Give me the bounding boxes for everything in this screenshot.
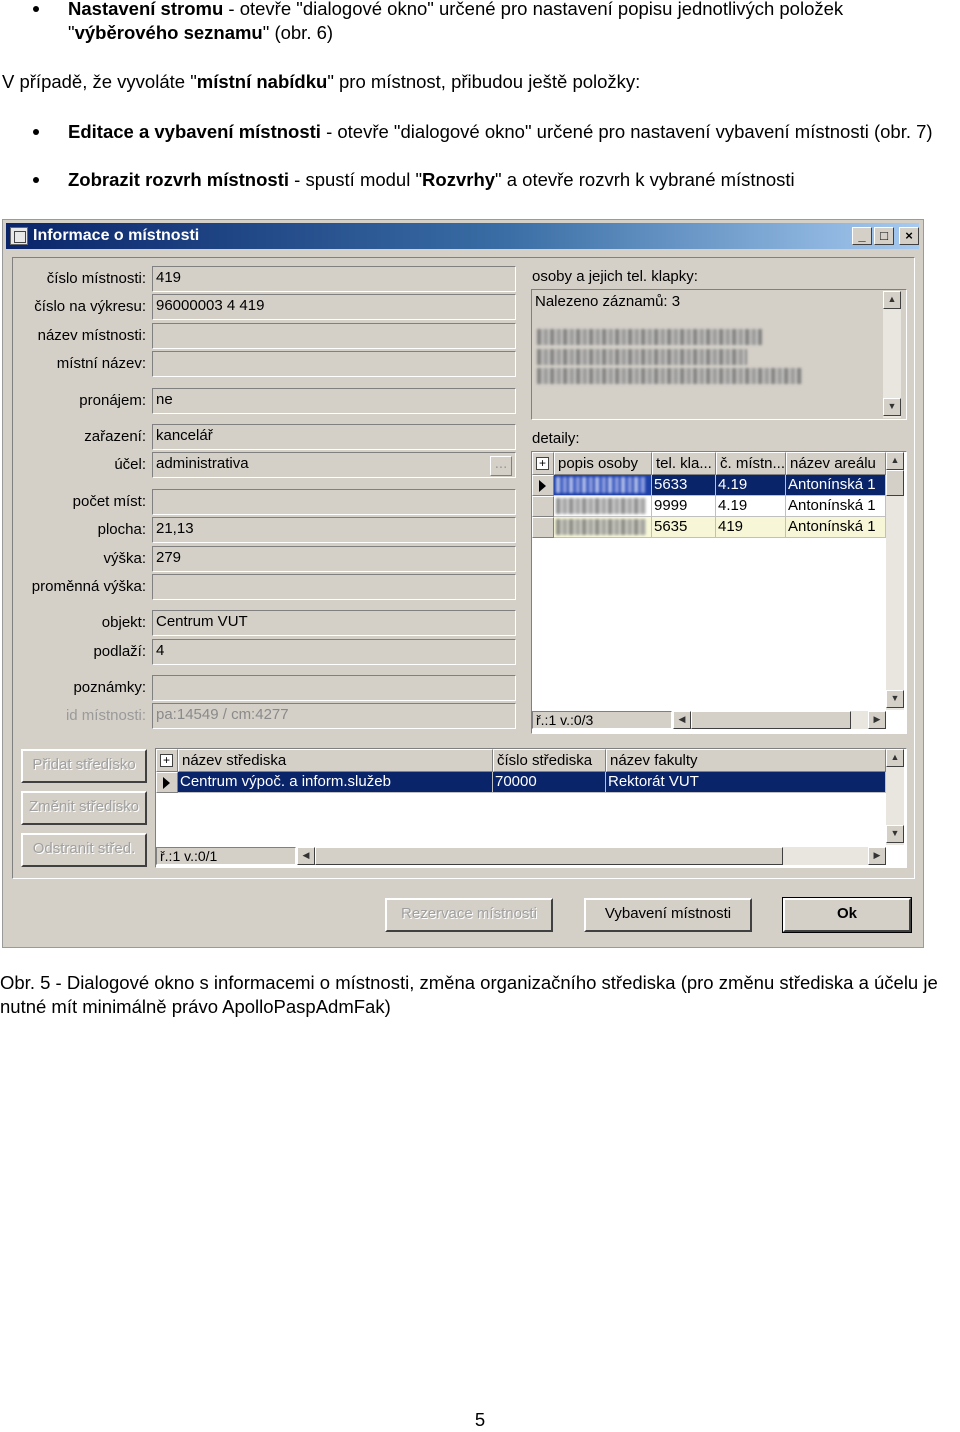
row-selector[interactable] [532,496,554,517]
blurred-person-name [556,519,646,535]
bullet-dot [33,6,39,12]
row-selector[interactable] [532,517,554,538]
table-cell-center-name[interactable]: Centrum výpoč. a inform.služeb [178,772,493,793]
minimize-button[interactable]: _ [852,227,872,245]
bullet2-bold: Editace a vybavení místnosti [68,121,321,142]
table-cell-room[interactable]: 4.19 [716,496,786,517]
blurred-person-entry [537,349,747,365]
details-header-expander[interactable] [532,452,554,475]
table-cell-phone[interactable]: 9999 [652,496,716,517]
scroll-right-arrow-icon[interactable]: ▶ [868,711,886,729]
centers-header-expander[interactable] [156,749,178,772]
bullet-dot [33,177,39,183]
field-label-local-name: místní název: [56,355,146,372]
table-cell-area[interactable]: Antonínská 1 [786,517,886,538]
table-cell-phone[interactable]: 5633 [652,475,716,496]
page-number: 5 [474,1409,486,1430]
table-cell-center-number[interactable]: 70000 [493,772,606,793]
maximize-button[interactable]: □ [874,227,894,245]
field-label-rental: pronájem: [79,392,146,409]
para-bold: místní nabídku [196,71,328,92]
blurred-person-name [556,477,646,493]
row-selector[interactable] [156,772,178,793]
table-cell-room[interactable]: 4.19 [716,475,786,496]
column-header-phone[interactable]: tel. kla... [652,452,716,475]
table-cell-faculty[interactable]: Rektorát VUT [606,772,886,793]
current-row-arrow-icon [163,777,170,789]
field-label-classification: zařazení: [84,428,146,445]
paragraph-context-menu [2,70,640,94]
field-label-room-number: číslo místnosti: [46,270,146,287]
scroll-up-arrow-icon[interactable]: ▲ [883,291,901,309]
bullet2-text: - otevře "dialogové okno" určené pro nastavení vybavení místnosti (obr. 7) [320,121,933,142]
scroll-up-arrow-icon[interactable]: ▲ [886,749,904,767]
scroll-thumb[interactable] [315,847,783,865]
column-header-center-number[interactable]: číslo střediska [493,749,606,772]
figure-caption: Obr. 5 - Dialogové okno s informacemi o místnosti, změna organizačního střediska (pro změnu střediska a účelu je nutné mít minimálně právo ApolloPaspAdmFak) [0,972,938,1017]
persons-panel [531,289,907,420]
scroll-down-arrow-icon[interactable]: ▼ [886,690,904,708]
bullet3-end: " a otevře rozvrh k vybrané místnosti [495,169,795,190]
scroll-right-arrow-icon[interactable]: ▶ [868,847,886,865]
building-field[interactable]: Centrum VUT [152,610,516,636]
persons-scrollbar[interactable] [883,291,901,418]
room-name-field[interactable] [152,323,516,349]
room-reservation-button[interactable]: Rezervace místnosti [385,898,553,932]
scroll-thumb[interactable] [886,470,904,496]
column-header-area[interactable]: název areálu [786,452,886,475]
table-cell-person[interactable] [554,475,652,496]
bullet1-bold2: výběrového seznamu [74,22,263,43]
table-cell-room[interactable]: 419 [716,517,786,538]
column-header-center-name[interactable]: název střediska [178,749,493,772]
dialog-titlebar[interactable] [6,223,919,249]
centers-status: ř.:1 v.:0/1 [156,847,296,865]
area-field[interactable]: 21,13 [152,517,516,543]
records-found-text: Nalezeno záznamů: 3 [535,293,681,310]
bullet1-text: - otevře "dialogové okno" určené pro nastavení popisu jednotlivých položek [223,0,844,19]
rental-field[interactable]: ne [152,388,516,414]
local-name-field[interactable] [152,351,516,377]
centers-vertical-scrollbar[interactable] [886,749,904,845]
bullet3-text: - spustí modul " [289,169,423,190]
details-grid [531,451,907,734]
bullet1-quote: " [68,22,75,43]
scroll-up-arrow-icon[interactable]: ▲ [886,452,904,470]
scroll-down-arrow-icon[interactable]: ▼ [886,825,904,843]
remove-center-button[interactable]: Odstranit střed. [21,833,147,867]
height-field[interactable]: 279 [152,546,516,572]
centers-grid [155,748,907,868]
details-horizontal-scrollbar[interactable] [673,711,886,729]
bullet1-text2: " (obr. 6) [262,22,334,43]
room-number-field[interactable]: 419 [152,266,516,292]
table-cell-area[interactable]: Antonínská 1 [786,475,886,496]
classification-field[interactable]: kancelář [152,424,516,450]
bullet1-bold: Nastavení stromu [68,0,224,19]
column-header-room[interactable]: č. místn... [716,452,786,475]
column-header-faculty[interactable]: název fakulty [606,749,886,772]
field-label-room-id: id místnosti: [65,707,146,724]
expand-plus-icon[interactable]: + [536,457,549,470]
change-center-button[interactable]: Změnit středisko [21,791,147,825]
column-header-person[interactable]: popis osoby [554,452,652,475]
table-cell-person[interactable] [554,496,652,517]
drawing-number-field[interactable]: 96000003 4 419 [152,294,516,320]
field-label-floor: podlaží: [93,643,146,660]
field-label-variable-height: proměnná výška: [31,578,146,595]
room-equipment-button[interactable]: Vybavení místnosti [584,898,752,932]
field-label-seats: počet míst: [72,493,146,510]
details-label: detaily: [532,430,580,447]
row-selector[interactable] [532,475,554,496]
purpose-browse-button[interactable]: ... [490,456,512,476]
centers-horizontal-scrollbar[interactable] [297,847,886,865]
para-end: " pro místnost, přibudou ještě položky: [327,71,641,92]
scroll-thumb[interactable] [691,711,851,729]
para-start: V případě, že vyvoláte " [2,71,197,92]
bullet3-bold2: Rozvrhy [422,169,496,190]
details-vertical-scrollbar[interactable] [886,452,904,710]
field-label-room-name: název místnosti: [37,327,146,344]
details-status: ř.:1 v.:0/3 [532,711,672,729]
ok-button[interactable]: Ok [783,898,911,932]
blurred-person-entry [537,329,762,345]
persons-label: osoby a jejich tel. klapky: [532,268,698,285]
seats-field[interactable] [152,489,516,515]
room-id-field[interactable]: pa:14549 / cm:4277 [152,703,516,729]
field-label-height: výška: [103,550,146,567]
floor-field[interactable]: 4 [152,639,516,665]
table-cell-phone[interactable]: 5635 [652,517,716,538]
purpose-field[interactable]: administrativa [152,452,516,478]
room-info-dialog [2,219,924,948]
bullet-dot [33,129,39,135]
dialog-title: Informace o místnosti [33,227,200,244]
current-row-arrow-icon [539,480,546,492]
field-label-purpose: účel: [114,456,146,473]
bullet3-bold: Zobrazit rozvrh místnosti [68,169,289,190]
scroll-down-arrow-icon[interactable]: ▼ [883,398,901,416]
notes-field[interactable] [152,675,516,701]
field-label-notes: poznámky: [73,679,146,696]
scroll-left-arrow-icon[interactable]: ◀ [297,847,315,865]
blurred-person-entry [537,368,802,384]
scroll-left-arrow-icon[interactable]: ◀ [673,711,691,729]
table-cell-person[interactable] [554,517,652,538]
add-center-button[interactable]: Přidat středisko [21,749,147,783]
field-label-drawing-number: číslo na výkresu: [34,298,146,315]
field-label-building: objekt: [101,614,146,631]
close-button[interactable]: × [899,227,919,245]
table-cell-area[interactable]: Antonínská 1 [786,496,886,517]
blurred-person-name [556,498,646,514]
variable-height-field[interactable] [152,574,516,600]
expand-plus-icon[interactable]: + [160,754,173,767]
app-icon[interactable] [10,227,28,245]
field-label-area: plocha: [97,521,146,538]
